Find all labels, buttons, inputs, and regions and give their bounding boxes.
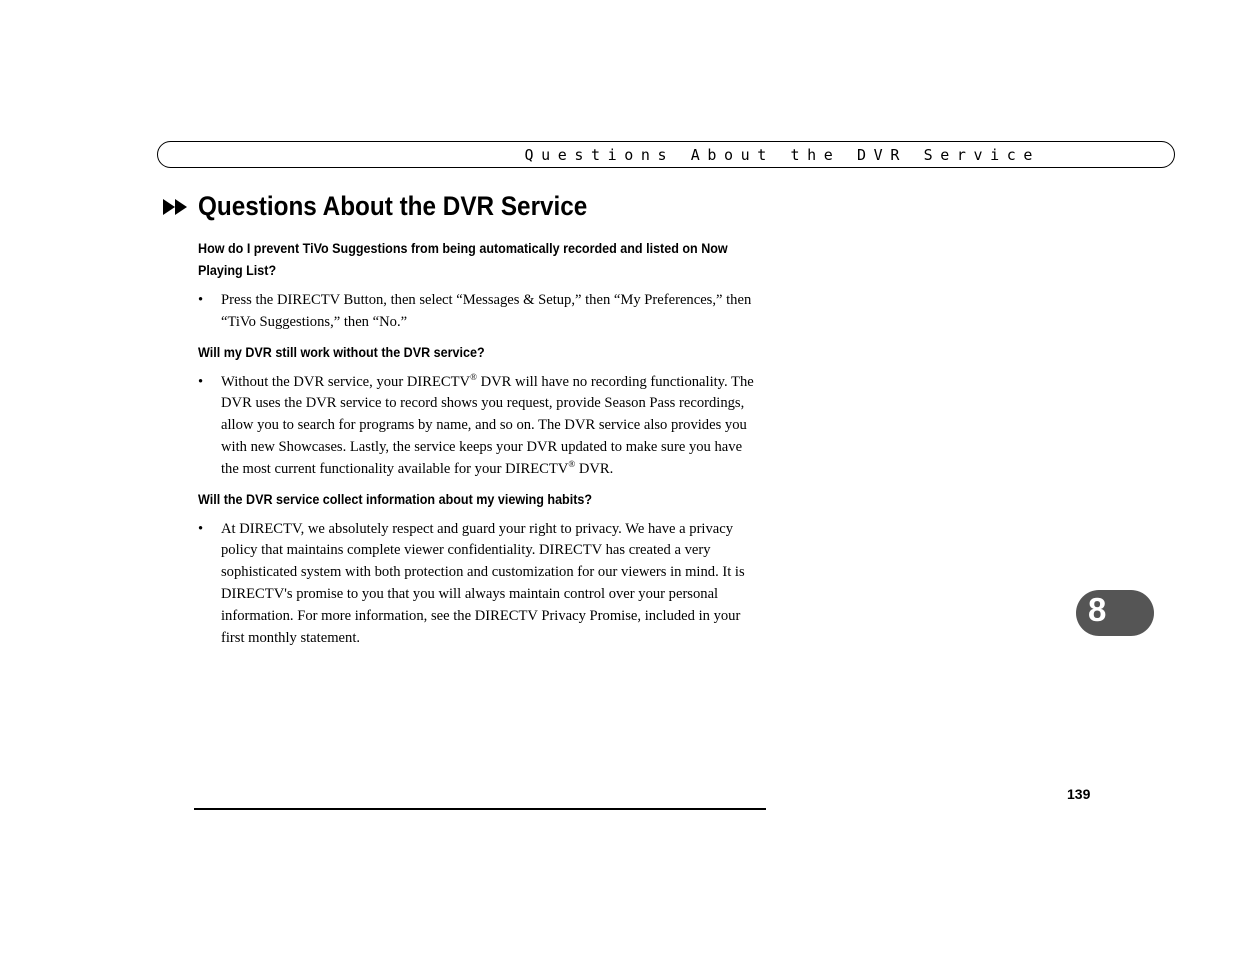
registered-mark: ® [568,458,576,469]
faq-question: How do I prevent TiVo Suggestions from being automatically recorded and listed on Now Playing List? [198,241,728,278]
chapter-number: 8 [1088,591,1107,628]
answer-text: Press the DIRECTV Button, then select “Messages & Setup,” then “My Preferences,” then “TiVo Suggestions,” then “No.” [221,292,752,330]
bullet: • [198,520,204,537]
faq-item [198,342,763,481]
page-number: 139 [1067,786,1091,802]
answer-text: Without the DVR service, your DIRECTV [221,373,471,390]
faq-item [198,489,763,650]
faq-question: Will my DVR still work without the DVR service? [198,344,485,360]
running-header-title: Questions About the DVR Service [524,146,1040,164]
section-title: Questions About the DVR Service [198,191,588,221]
registered-mark: ® [470,371,477,382]
faq-question: Will the DVR service collect information about my viewing habits? [198,491,593,507]
bullet: • [198,292,204,308]
footer-rule [194,808,766,810]
answer-text: At DIRECTV, we absolutely respect and guard your right to privacy. We have a privacy policy that maintains complete viewer confidentiality. DIRECTV has created a very sophisticated system with both protection and customization for our viewers in mind. It is DIRECTV's promise to you that you will always maintain control over your personal information. For more information, see the DIRECTV Privacy Promise, included in your first monthly statement. [221,520,745,646]
faq-answer [198,290,763,334]
bullet: • [198,373,204,390]
faq-list [198,238,763,657]
faq-answer [198,519,763,650]
running-header [157,141,1175,168]
faq-answer [198,372,763,481]
answer-text: DVR will have no recording functionality. The DVR uses the DVR service to record shows you request, provide Season Pass recordings, allow you to search for programs by name, and so on. The DVR service also provides you with new Showcases. Lastly, the service keeps your DVR updated to make sure you have the most current functionality available for your DIRECTV [221,373,754,477]
fast-forward-icon [163,199,189,215]
faq-item [198,238,763,334]
chapter-tab [1076,590,1154,636]
answer-text: DVR. [575,460,614,477]
